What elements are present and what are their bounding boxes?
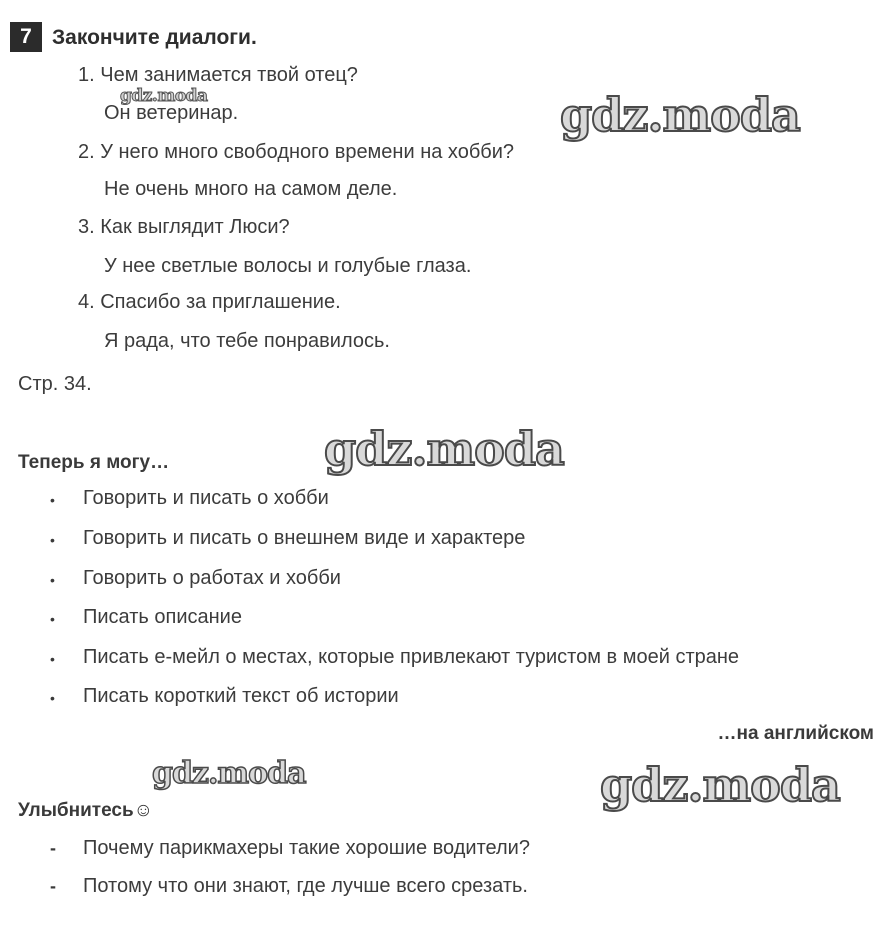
watermark-medium: gdz.moda [152,756,306,791]
watermark-large: gdz.moda [600,758,840,812]
can-do-tail: …на английском [717,723,874,744]
page-reference: Стр. 34. [18,373,92,395]
dialog-answer-4: Я рада, что тебе понравилось. [104,330,390,352]
can-do-heading: Теперь я могу… [18,452,170,473]
dash-icon: - [50,876,56,896]
dialog-question-2: 2. У него много свободного времени на хобби? [78,141,515,163]
dialog-question-4: 4. Спасибо за приглашение. [78,291,341,313]
dialog-question-3: 3. Как выглядит Люси? [78,216,290,238]
joke-line: Потому что они знают, где лучше всего срезать. [83,875,528,897]
bullet-icon: • [50,492,55,508]
bullet-icon: • [50,572,55,588]
bullet-icon: • [50,532,55,548]
smile-heading: Улыбнитесь☺ [18,800,154,821]
exercise-title: Закончите диалоги. [52,26,257,49]
can-do-item: Говорить о работах и хобби [83,567,341,589]
can-do-item: Писать короткий текст об истории [83,685,399,707]
exercise-number-badge [10,22,42,52]
dash-icon: - [50,838,56,858]
dialog-answer-1: Он ветеринар. [104,102,239,124]
dialog-answer-2: Не очень много на самом деле. [104,178,398,200]
watermark-small: gdz.moda [120,86,208,106]
bullet-icon: • [50,611,55,627]
exercise-number: 7 [20,25,32,48]
watermark-large: gdz.moda [324,422,564,476]
can-do-item: Писать е-мейл о местах, которые привлекают туристом в моей стране [83,646,740,668]
watermark-large: gdz.moda [560,88,800,142]
can-do-item: Говорить и писать о хобби [83,487,329,509]
dialog-question-1: 1. Чем занимается твой отец? [78,64,358,86]
bullet-icon: • [50,690,55,706]
can-do-item: Писать описание [83,606,242,628]
can-do-item: Говорить и писать о внешнем виде и характере [83,527,526,549]
joke-line: Почему парикмахеры такие хорошие водители? [83,837,530,859]
bullet-icon: • [50,651,55,667]
dialog-answer-3: У нее светлые волосы и голубые глаза. [104,255,472,277]
